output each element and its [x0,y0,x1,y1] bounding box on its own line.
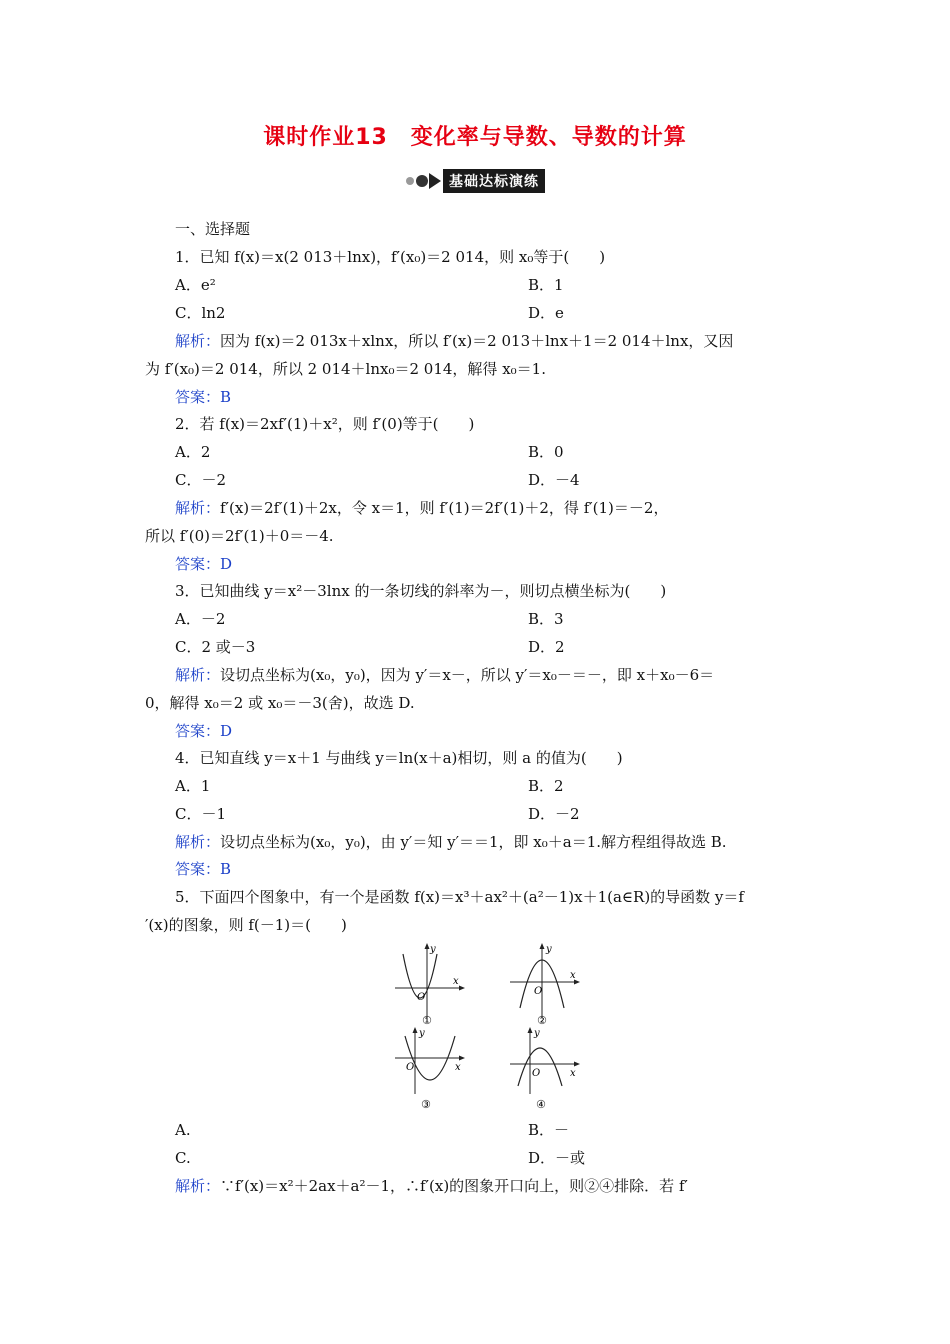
graph-number: ② [537,1014,547,1027]
origin-label: O [417,992,426,1003]
solution-label: 解析： [175,1177,221,1195]
q1-solution-text: 因为 f(x)＝2 013x＋xlnx，所以 f′(x)＝2 013＋lnx＋1＝2 014＋lnx，又因 [220,332,734,350]
q5-stem: 5．下面四个图象中，有一个是函数 f(x)＝x³＋ax²＋(a²－1)x＋1(a∈R)的导函数 y＝f [175,888,744,906]
q5-solution-text: ∵f′(x)＝x²＋2ax＋a²－1，∴f′(x)的图象开口向上，则②④排除．若 f′ [220,1177,688,1195]
q3-option-b: B．3 [528,610,564,628]
q2-solution-text: f′(x)＝2f′(1)＋2x，令 x＝1，则 f′(1)＝2f′(1)＋2，得 f′(1)＝－2， [220,499,669,517]
q2-option-a: A．2 [175,443,211,461]
q4-option-c: C．－1 [175,805,227,823]
x-axis-label: x [570,970,576,981]
q4-option-d: D．－2 [528,805,580,823]
q4-solution-text: 设切点坐标为(x₀，y₀)，由 y′＝知 y′＝＝1，即 x₀＋a＝1.解方程组得故选 B. [220,833,727,851]
banner-label: 基础达标演练 [443,169,545,193]
q1-solution-cont: 为 f′(x₀)＝2 014，所以 2 014＋lnx₀＝2 014，解得 x₀＝1. [145,360,546,378]
q2-option-b: B．0 [528,443,564,461]
q2-stem: 2．若 f(x)＝2xf′(1)＋x²，则 f′(0)等于( ) [175,415,475,433]
x-axis-label: x [455,1062,461,1073]
section-heading: 一、选择题 [175,220,251,238]
solution-label: 解析： [175,833,221,851]
q4-option-a: A．1 [175,777,211,795]
q5-option-b: B．－ [528,1121,570,1139]
solution-label: 解析： [175,499,221,517]
dot-icon [406,177,414,185]
y-axis-label: y [546,944,552,955]
q5-option-a: A. [175,1121,191,1139]
q5-solution [175,1175,837,1197]
q3-answer: 答案：D [175,722,233,740]
q4-option-b: B．2 [528,777,564,795]
x-axis-label: x [453,976,459,987]
q5-option-d: D．－或 [528,1149,586,1167]
q2-option-c: C．－2 [175,471,227,489]
q3-option-d: D．2 [528,638,565,656]
graph-3 [393,1024,468,1114]
dot-icon [416,175,428,187]
origin-label: O [406,1062,415,1073]
q4-answer: 答案：B [175,860,232,878]
y-axis-label: y [534,1028,540,1039]
graph-2 [508,940,583,1030]
arrow-icon [429,173,441,189]
q2-answer: 答案：D [175,555,233,573]
q3-solution-text: 设切点坐标为(x₀，y₀)，因为 y′＝x－，所以 y′＝x₀－＝－，即 x＋x₀－6＝ [220,666,715,684]
q2-option-d: D．－4 [528,471,580,489]
graph-1 [393,940,468,1030]
y-axis-label: y [419,1028,425,1039]
q5-stem-cont: ′(x)的图象，则 f(－1)＝( ) [145,916,347,934]
graph-number: ④ [536,1098,546,1111]
graph-4 [508,1024,583,1114]
y-axis-label: y [430,944,436,955]
origin-label: O [534,986,543,997]
q3-option-a: A．－2 [175,610,226,628]
q1-solution [175,330,837,352]
q4-solution [175,831,837,853]
q3-option-c: C．2 或－3 [175,638,256,656]
x-axis-label: x [570,1068,576,1079]
q2-solution-cont: 所以 f′(0)＝2f′(1)＋0＝－4. [145,527,334,545]
q3-stem: 3．已知曲线 y＝x²－3lnx 的一条切线的斜率为－，则切点横坐标为( ) [175,582,667,600]
q1-answer: 答案：B [175,388,232,406]
q3-solution [175,664,837,686]
section-banner [406,170,545,192]
q2-solution [175,497,837,519]
graph-number: ① [422,1014,432,1027]
q4-stem: 4．已知直线 y＝x＋1 与曲线 y＝ln(x＋a)相切，则 a 的值为( ) [175,749,623,767]
graph-number: ③ [421,1098,431,1111]
q1-stem: 1．已知 f(x)＝x(2 013＋lnx)，f′(x₀)＝2 014，则 x₀等于( ) [175,248,606,266]
q1-option-b: B．1 [528,276,564,294]
solution-label: 解析： [175,332,221,350]
page-title: 课时作业13 变化率与导数、导数的计算 [263,125,687,150]
origin-label: O [532,1068,541,1079]
q1-option-c: C．ln2 [175,304,226,322]
q5-option-c: C. [175,1149,191,1167]
q3-solution-cont: 0，解得 x₀＝2 或 x₀＝－3(舍)，故选 D. [145,694,415,712]
q1-option-a: A．e² [175,276,216,294]
solution-label: 解析： [175,666,221,684]
q1-option-d: D．e [528,304,564,322]
